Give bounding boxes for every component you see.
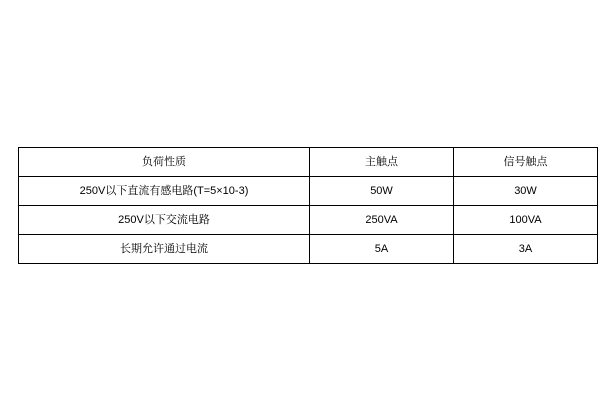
table-row [19, 177, 598, 206]
cell-main-contact: 50W [310, 177, 454, 206]
cell-load-type: 长期允许通过电流 [19, 235, 310, 264]
spec-table-container [18, 147, 582, 264]
column-header-main-contact: 主触点 [310, 148, 454, 177]
cell-signal-contact: 100VA [454, 206, 598, 235]
table-row [19, 206, 598, 235]
cell-signal-contact: 3A [454, 235, 598, 264]
contact-rating-table [18, 147, 598, 264]
table-row [19, 235, 598, 264]
column-header-load-type: 负荷性质 [19, 148, 310, 177]
table-header-row [19, 148, 598, 177]
cell-load-type: 250V以下直流有感电路(T=5×10-3) [19, 177, 310, 206]
cell-load-type: 250V以下交流电路 [19, 206, 310, 235]
cell-main-contact: 250VA [310, 206, 454, 235]
column-header-signal-contact: 信号触点 [454, 148, 598, 177]
cell-main-contact: 5A [310, 235, 454, 264]
cell-signal-contact: 30W [454, 177, 598, 206]
